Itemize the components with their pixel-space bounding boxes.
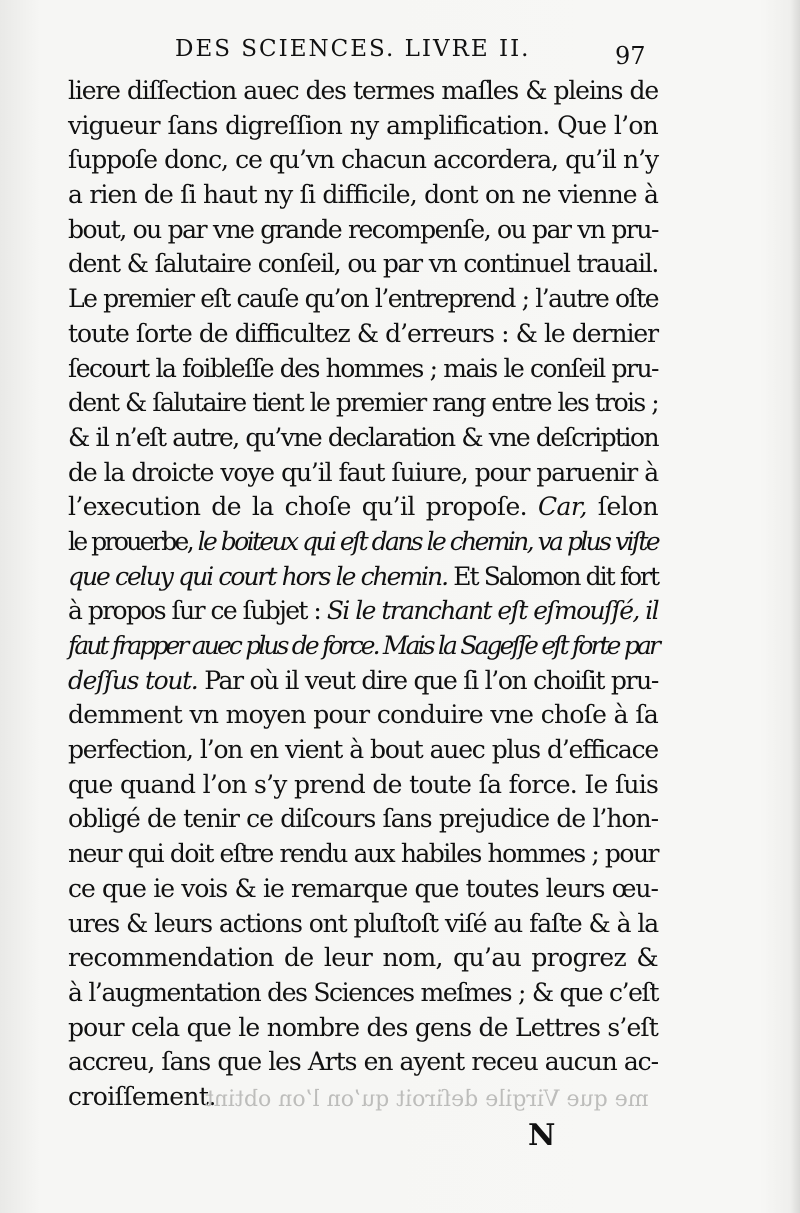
page-number: 97 — [615, 42, 646, 70]
italic-text-span: Car, — [538, 492, 587, 522]
text-span: le prouerbe, — [68, 526, 198, 556]
text-span: accreu, ſans que les Arts en ayent receu aucun ac- — [68, 1047, 658, 1077]
page-edge-shadow — [790, 0, 800, 1213]
text-span: bout, ou par vne grande recompenſe, ou par vn pru- — [68, 214, 658, 244]
text-line — [68, 1045, 658, 1080]
text-span: recommendation de leur nom, qu’au progrez & — [68, 943, 658, 973]
text-span: que quand l’on s’y prend de toute ſa force. Ie ſuis — [68, 769, 658, 799]
text-span: pour cela que le nombre des gens de Lettres s’eſt — [68, 1012, 658, 1042]
text-span: Le premier eſt cauſe qu’on l’entreprend ; l’autre oſte — [68, 284, 658, 314]
text-line — [68, 213, 658, 248]
text-span: a rien de ſi haut ny ſi difficile, dont on ne vienne à — [68, 180, 658, 210]
text-span: Par où il veut dire que ſi l’on choiſit pru- — [197, 665, 658, 695]
text-span: liere diſſection auec des termes maſles & pleins de — [68, 76, 658, 105]
text-span: à propos ſur ce ſubjet : — [68, 596, 327, 626]
italic-text-span: Si le tranchant eſt eſmouſſé, il — [326, 596, 659, 626]
text-span: perfection, l’on en vient à bout auec plus d’efficace — [68, 735, 658, 765]
signature-mark: N — [528, 1118, 556, 1153]
text-line — [68, 490, 658, 525]
text-line — [68, 698, 658, 733]
text-span: neur qui doit eſtre rendu aux habiles hommes ; pour — [68, 839, 658, 869]
text-span: à l’augmentation des Sciences meſmes ; & que c’eſt — [68, 977, 658, 1007]
italic-text-span: le boiteux qui eſt dans le chemin, va plus viſte — [197, 526, 658, 556]
bleed-through-text: me que Virgile deſiroit qu’on l’on obtint — [205, 1087, 649, 1112]
text-line — [68, 247, 658, 282]
page-header — [175, 32, 665, 68]
text-line — [68, 421, 658, 456]
text-line — [68, 74, 658, 109]
text-line — [68, 872, 658, 907]
text-line — [68, 317, 658, 352]
text-span: vigueur ſans digreſſion ny amplification. Que l’on — [68, 110, 658, 140]
text-line — [68, 1011, 658, 1046]
text-span: toute ſorte de difficultez & d’erreurs : & le dernier — [68, 318, 658, 348]
text-line — [68, 837, 658, 872]
text-line — [68, 941, 658, 976]
body-text — [68, 74, 658, 1115]
text-line — [68, 143, 658, 178]
text-line — [68, 664, 658, 699]
text-line — [68, 109, 658, 144]
text-span: ſecourt la foibleſſe des hommes ; mais le conſeil pru- — [68, 353, 658, 383]
text-span: croiſſement. — [68, 1081, 216, 1111]
text-span: & il n’eſt autre, qu’vne declaration & vne deſcription — [68, 422, 658, 452]
italic-text-span: faut frapper auec plus de force. Mais la Sageſſe eſt forte par — [68, 631, 658, 660]
text-span: dent & ſalutaire tient le premier rang entre les trois ; — [68, 388, 658, 418]
text-span: l’execution de la choſe qu’il propoſe. — [68, 492, 539, 522]
text-span: ce que ie vois & ie remarque que toutes leurs œu- — [68, 873, 658, 903]
text-line — [68, 525, 658, 560]
text-line — [68, 178, 658, 213]
running-head: DES SCIENCES. LIVRE II. — [175, 36, 531, 62]
text-span: dent & ſalutaire conſeil, ou par vn continuel trauail. — [68, 249, 658, 279]
text-line — [68, 594, 658, 629]
italic-text-span: que celuy qui court hors le chemin. — [68, 561, 447, 591]
text-span: Et Salomon dit fort — [447, 561, 658, 591]
text-span: ſelon — [586, 492, 658, 522]
italic-text-span: deſſus tout. — [68, 665, 198, 695]
text-line — [68, 733, 658, 768]
text-line — [68, 907, 658, 942]
text-span: ſuppoſe donc, ce qu’vn chacun accordera, qu’il n’y — [68, 145, 658, 175]
text-line — [68, 456, 658, 491]
text-line — [68, 386, 658, 421]
text-line — [68, 629, 658, 664]
text-span: demment vn moyen pour conduire vne choſe à ſa — [68, 700, 658, 730]
text-line — [68, 352, 658, 387]
text-span: de la droicte voye qu’il faut ſuiure, pour paruenir à — [68, 457, 658, 487]
text-span: obligé de tenir ce diſcours ſans prejudice de l’hon- — [68, 804, 658, 834]
text-line — [68, 802, 658, 837]
text-line — [68, 282, 658, 317]
text-span: ures & leurs actions ont pluſtoſt viſé au faſte & à la — [68, 908, 658, 938]
text-line — [68, 768, 658, 803]
text-line — [68, 560, 658, 595]
text-line — [68, 976, 658, 1011]
